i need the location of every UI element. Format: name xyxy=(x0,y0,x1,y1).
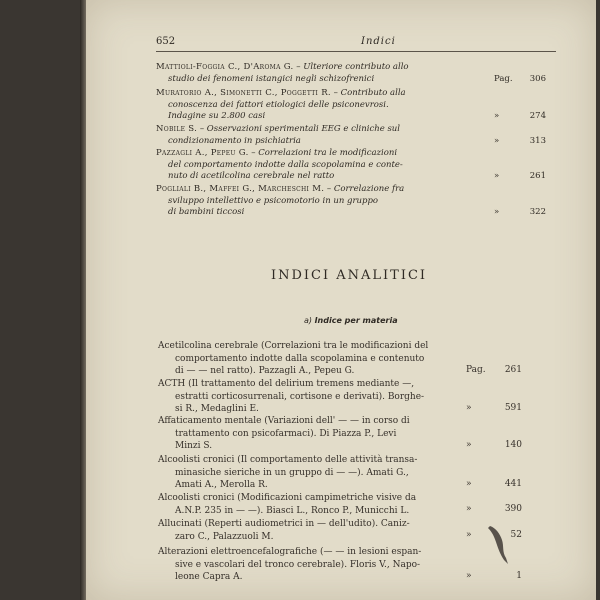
entry-line: Alcoolisti cronici (Modificazioni campimetriche visive da xyxy=(158,493,417,503)
entry-authors: Nobile S. xyxy=(156,124,198,134)
entry-line: estratti corticosurrenali, cortisone e derivati). Borghe- xyxy=(175,391,425,402)
book-page xyxy=(86,0,596,600)
subject-entry xyxy=(158,340,518,378)
header-rule xyxy=(156,51,556,52)
entry-title-line: del comportamento indotte dalla scopolamina e conte- xyxy=(168,159,403,170)
page-prefix: » xyxy=(494,111,500,121)
page-value: 390 xyxy=(504,504,522,514)
page-prefix: » xyxy=(494,207,500,217)
section-title: INDICI ANALITICI xyxy=(270,268,428,283)
entry-page-ref xyxy=(466,479,522,489)
entry-line: zaro C., Palazzuoli M. xyxy=(175,531,274,542)
entry-line: Amati A., Merolla R. xyxy=(175,480,268,490)
ink-stain-mark xyxy=(486,520,526,570)
entry-title-line: Ulteriore contributo allo xyxy=(303,62,409,72)
entry-page-ref xyxy=(466,571,522,581)
entry-authors: Mattioli-Foggia C., D'Aroma G. xyxy=(156,62,294,72)
entry-line: comportamento indotte dalla scopolamina e contenuto xyxy=(175,353,425,364)
entry-authors: Pogliali B., Maffei G., Marcheschi M. xyxy=(156,184,325,194)
page-value: 441 xyxy=(504,479,522,489)
subsection-heading xyxy=(304,316,398,325)
page-value: 591 xyxy=(504,403,522,413)
entry-line: Alcoolisti cronici (Il comportamento delle attività transa- xyxy=(158,455,418,465)
entry-page-ref xyxy=(466,403,522,413)
entry-page-ref xyxy=(494,171,546,183)
entry-title-line: di bambini ticcosi xyxy=(168,207,245,217)
subject-entry xyxy=(158,378,518,416)
entry-line: Allucinati (Reperti audiometrici in — dell'udito). Caniz- xyxy=(158,519,410,529)
entry-page-ref xyxy=(494,136,546,148)
entry-line: ACTH (Il trattamento del delirium tremens mediante —, xyxy=(158,379,415,389)
entry-page-ref xyxy=(494,207,546,219)
author-entry: Mattioli-Foggia C., D'Aroma G. – Ulteriore contributo allo studio dei fenomeni istangici negli schizofrenici Pag. 306 xyxy=(156,62,546,84)
subject-entry xyxy=(158,454,518,492)
author-entry: Nobile S. – Osservazioni sperimentali EEG e cliniche sul condizionamento in psichiatria » 313 xyxy=(156,124,546,146)
page-value: 313 xyxy=(529,136,546,146)
entry-line: Minzi S. xyxy=(175,441,213,451)
page-prefix: » xyxy=(494,171,500,181)
entry-line: di — — nel ratto). Pazzagli A., Pepeu G. xyxy=(175,366,355,376)
page-value: 261 xyxy=(504,365,522,375)
entry-line: Alterazioni elettroencefalografiche (— — in lesioni espan- xyxy=(158,547,422,557)
subject-entry xyxy=(158,546,518,584)
page-header xyxy=(156,36,556,50)
entry-title-line: studio dei fenomeni istangici negli schizofrenici xyxy=(168,73,375,84)
entry-title-line: Correlazione fra xyxy=(333,184,405,194)
page-prefix: » xyxy=(466,440,472,450)
entry-title-line: Contributo alla xyxy=(340,88,406,98)
subject-entry xyxy=(158,492,518,517)
entry-title-line: Osservazioni sperimentali EEG e cliniche sul xyxy=(206,124,400,134)
entry-line: A.N.P. 235 in — —). Biasci L., Ronco P., Municchi L. xyxy=(175,505,410,516)
page-prefix: » xyxy=(466,479,472,489)
entry-title-line: Indagine su 2.800 casi xyxy=(168,111,266,121)
entry-line: trattamento con psicofarmaci). Di Piazza P., Levi xyxy=(175,428,397,439)
page-prefix: » xyxy=(466,530,472,540)
page-prefix: » xyxy=(466,403,472,413)
page-value: 140 xyxy=(504,440,522,450)
page-prefix: » xyxy=(494,136,500,146)
entry-line: minasiche sieriche in un gruppo di — —). Amati G., xyxy=(175,467,409,478)
entry-title-line: condizionamento in psichiatria xyxy=(168,135,301,146)
entry-line: leone Capra A. xyxy=(175,572,243,582)
page-prefix: » xyxy=(466,571,472,581)
entry-line: Acetilcolina cerebrale (Correlazioni tra le modificazioni del xyxy=(158,341,429,351)
entry-page-ref xyxy=(466,440,522,450)
subsection-prefix: a) xyxy=(304,316,313,325)
page-prefix: Pag. xyxy=(466,365,486,375)
page-value: 274 xyxy=(529,111,546,121)
entry-page-ref xyxy=(494,74,546,86)
running-title: Indici xyxy=(361,36,396,47)
entry-title-line: conoscenza dei fattori etiologici delle psiconevrosi. xyxy=(168,99,389,110)
entry-title-line: Correlazioni tra le modificazioni xyxy=(258,148,398,158)
entry-page-ref xyxy=(466,365,522,375)
author-entry: Muratorio A., Simonetti C., Poggetti R. – Contributo alla conoscenza dei fattori etiologici delle psiconevrosi. Indagine su 2.800 casi » 274 xyxy=(156,88,546,121)
entry-authors: Pazzagli A., Pepeu G. xyxy=(156,148,249,158)
page-value: 306 xyxy=(529,74,546,84)
subject-entry xyxy=(158,415,518,453)
entry-line: Affaticamento mentale (Variazioni dell' — — in corso di xyxy=(158,416,410,426)
page-value: 261 xyxy=(529,171,546,181)
page-number: 652 xyxy=(156,36,176,47)
author-entry: Pogliali B., Maffei G., Marcheschi M. – Correlazione fra sviluppo intellettivo e psicomotorio in un gruppo di bambini ticcosi » 322 xyxy=(156,184,546,217)
entry-page-ref xyxy=(466,504,522,514)
page-prefix: Pag. xyxy=(494,74,513,84)
entry-page-ref xyxy=(494,111,546,123)
entry-title-line: sviluppo intellettivo e psicomotorio in un gruppo xyxy=(168,195,379,206)
page-value: 52 xyxy=(510,530,522,540)
entry-title-line: nuto di acetilcolina cerebrale nel ratto xyxy=(168,171,335,181)
entry-line: si R., Medaglini E. xyxy=(175,404,259,414)
entry-authors: Muratorio A., Simonetti C., Poggetti R. xyxy=(156,88,331,98)
page-value: 1 xyxy=(516,571,522,581)
author-entry: Pazzagli A., Pepeu G. – Correlazioni tra le modificazioni del comportamento indotte dalla scopolamina e conte- nuto di acetilcolina cerebrale nel ratto » 261 xyxy=(156,148,546,181)
page-prefix: » xyxy=(466,504,472,514)
page-value: 322 xyxy=(529,207,546,217)
subsection-label: Indice per materia xyxy=(314,316,398,325)
subject-entry xyxy=(158,518,518,543)
entry-line: sive e vascolari del tronco cerebrale). Floris V., Napo- xyxy=(175,559,421,570)
